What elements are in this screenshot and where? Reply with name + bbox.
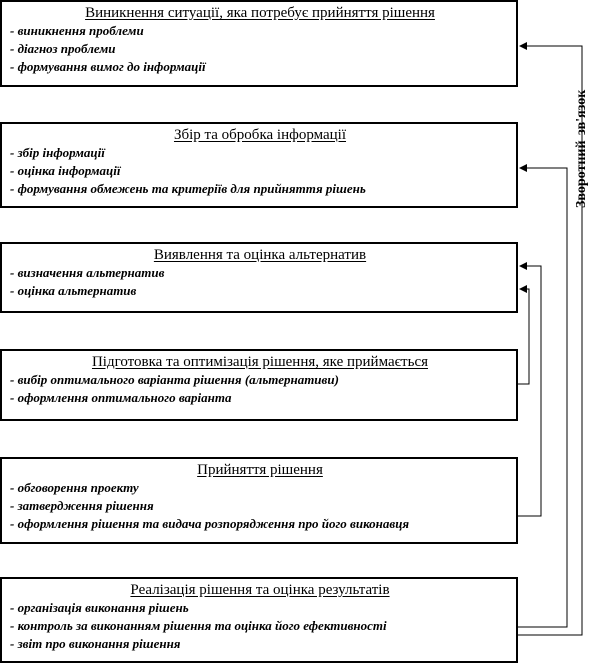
stage-item: - контроль за виконанням рішення та оцінка його ефективності <box>10 618 387 633</box>
stage-title: Виникнення ситуації, яка потребує прийняття рішення <box>85 5 435 21</box>
stage-title: Реалізація рішення та оцінка результатів <box>130 582 390 598</box>
stage-title: Збір та обробка інформації <box>173 127 347 143</box>
stage-item-list <box>10 371 510 407</box>
stage-box-situation <box>0 0 518 87</box>
feedback-label-word: Зворотний <box>574 140 589 208</box>
stage-item-list <box>10 22 510 76</box>
stage-item: - визначення альтернатив <box>10 265 165 280</box>
stage-item: - збір інформації <box>10 145 105 160</box>
stage-item-list <box>10 479 510 533</box>
stage-item-list <box>10 599 510 653</box>
stage-item: - формування обмежень та критеріїв для прийняття рішень <box>10 181 366 196</box>
stage-box-implementation <box>0 577 518 663</box>
stage-box-alternatives <box>0 242 518 313</box>
stage-item: - вибір оптимального варіанта рішення (альтернативи) <box>10 372 339 387</box>
stage-box-optimization <box>0 349 518 421</box>
stage-item: - затвердження рішення <box>10 498 154 513</box>
stage-item: - оформлення рішення та видача розпорядження про його виконавця <box>10 516 410 531</box>
stage-title: Прийняття рішення <box>197 462 323 478</box>
stage-box-decision <box>0 457 518 544</box>
feedback-loop-stage-4-to-3 <box>518 289 529 384</box>
stage-title: Виявлення та оцінка альтернатив <box>153 247 367 263</box>
stage-item: - оцінка інформації <box>10 163 121 178</box>
stage-item-list <box>10 264 510 300</box>
stage-item: - обговорення проекту <box>10 480 139 495</box>
feedback-label-word: зв'язок <box>574 90 589 136</box>
stage-item: - виникнення проблеми <box>10 23 144 38</box>
feedback-label <box>572 90 592 208</box>
stage-item-list <box>10 144 510 198</box>
stage-item: - формування вимог до інформації <box>10 59 206 74</box>
stage-box-information <box>0 122 518 208</box>
stage-item: - оцінка альтернатив <box>10 283 137 298</box>
stage-item: - діагноз проблеми <box>10 41 116 56</box>
feedback-loop-to-stage-2 <box>518 168 567 627</box>
stage-item: - організація виконання рішень <box>10 600 189 615</box>
stage-item: - звіт про виконання рішення <box>10 636 181 651</box>
stage-item: - оформлення оптимального варіанта <box>10 390 232 405</box>
stage-title: Підготовка та оптимізація рішення, яке приймається <box>91 354 429 370</box>
